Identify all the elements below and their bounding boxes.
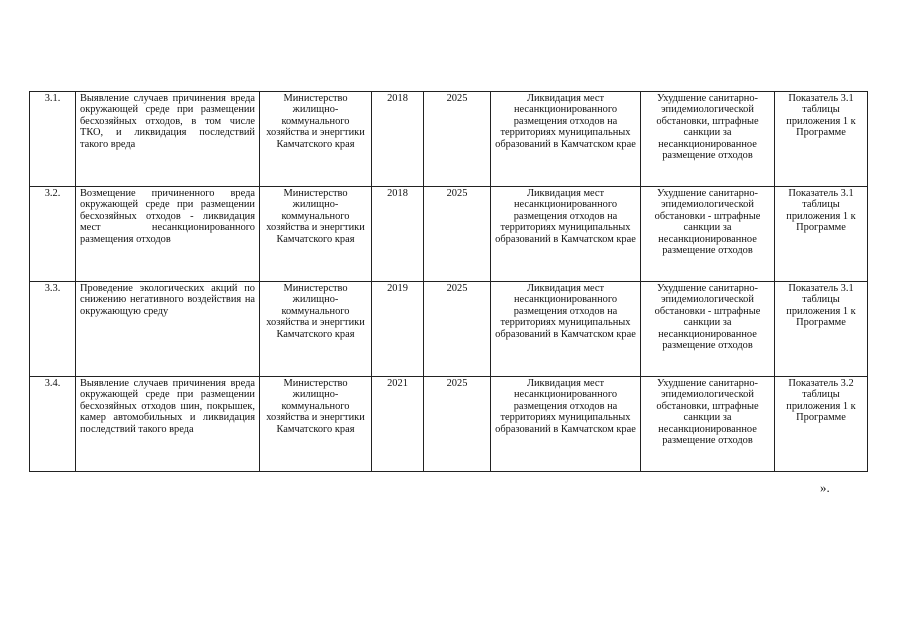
start-year: 2018 (372, 187, 424, 282)
row-number: 3.3. (30, 282, 76, 377)
measure-description: Выявление случаев причинения вреда окружающей среде при размещении бесхозяйных отходов шин, покрышек, камер автомобильных и ликвидация последствий такого вреда (76, 377, 260, 472)
related-indicator: Показатель 3.1 таблицы приложения 1 к Программе (775, 282, 868, 377)
responsible-executor: Министерство жилищно-коммунального хозяйства и энергтики Камчатского края (260, 92, 372, 187)
expected-result: Ликвидация мест несанкционированного размещения отходов на территориях муниципальных образований в Камчатском крае (491, 92, 641, 187)
start-year: 2018 (372, 92, 424, 187)
measure-description: Возмещение причиненного вреда окружающей среде при размещении бесхозяйных отходов - ликвидация мест несанкционированного размещения отходов (76, 187, 260, 282)
measure-description: Выявление случаев причинения вреда окружающей среде при размещении бесхозяйных отходов, в том числе ТКО, и ликвидация последствий такого вреда (76, 92, 260, 187)
non-implementation-consequence: Ухудшение санитарно-эпидемиологической обстановки, штрафные санкции за несанкционированное размещение отходов (641, 377, 775, 472)
row-number: 3.1. (30, 92, 76, 187)
related-indicator: Показатель 3.2 таблицы приложения 1 к Программе (775, 377, 868, 472)
table-row (30, 282, 868, 377)
end-year: 2025 (424, 377, 491, 472)
table-row (30, 92, 868, 187)
related-indicator: Показатель 3.1 таблицы приложения 1 к Программе (775, 187, 868, 282)
expected-result: Ликвидация мест несанкционированного размещения отходов на территориях муниципальных образований в Камчатском крае (491, 282, 641, 377)
expected-result: Ликвидация мест несанкционированного размещения отходов на территориях муниципальных образований в Камчатском крае (491, 377, 641, 472)
table-row (30, 377, 868, 472)
end-year: 2025 (424, 282, 491, 377)
responsible-executor: Министерство жилищно-коммунального хозяйства и энергтики Камчатского края (260, 282, 372, 377)
expected-result: Ликвидация мест несанкционированного размещения отходов на территориях муниципальных образований в Камчатском крае (491, 187, 641, 282)
closing-quote-mark: ». (820, 480, 830, 495)
related-indicator: Показатель 3.1 таблицы приложения 1 к Программе (775, 92, 868, 187)
non-implementation-consequence: Ухудшение санитарно-эпидемиологической обстановки - штрафные санкции за несанкционированное размещение отходов (641, 187, 775, 282)
measure-description: Проведение экологических акций по снижению негативного воздействия на окружающую среду (76, 282, 260, 377)
responsible-executor: Министерство жилищно-коммунального хозяйства и энергтики Камчатского края (260, 377, 372, 472)
end-year: 2025 (424, 92, 491, 187)
start-year: 2021 (372, 377, 424, 472)
non-implementation-consequence: Ухудшение санитарно-эпидемиологической обстановки - штрафные санкции за несанкционированное размещение отходов (641, 282, 775, 377)
non-implementation-consequence: Ухудшение санитарно-эпидемиологической обстановки, штрафные санкции за несанкционированное размещение отходов (641, 92, 775, 187)
measures-table (29, 91, 868, 472)
row-number: 3.4. (30, 377, 76, 472)
responsible-executor: Министерство жилищно-коммунального хозяйства и энергтики Камчатского края (260, 187, 372, 282)
end-year: 2025 (424, 187, 491, 282)
start-year: 2019 (372, 282, 424, 377)
row-number: 3.2. (30, 187, 76, 282)
table-row (30, 187, 868, 282)
